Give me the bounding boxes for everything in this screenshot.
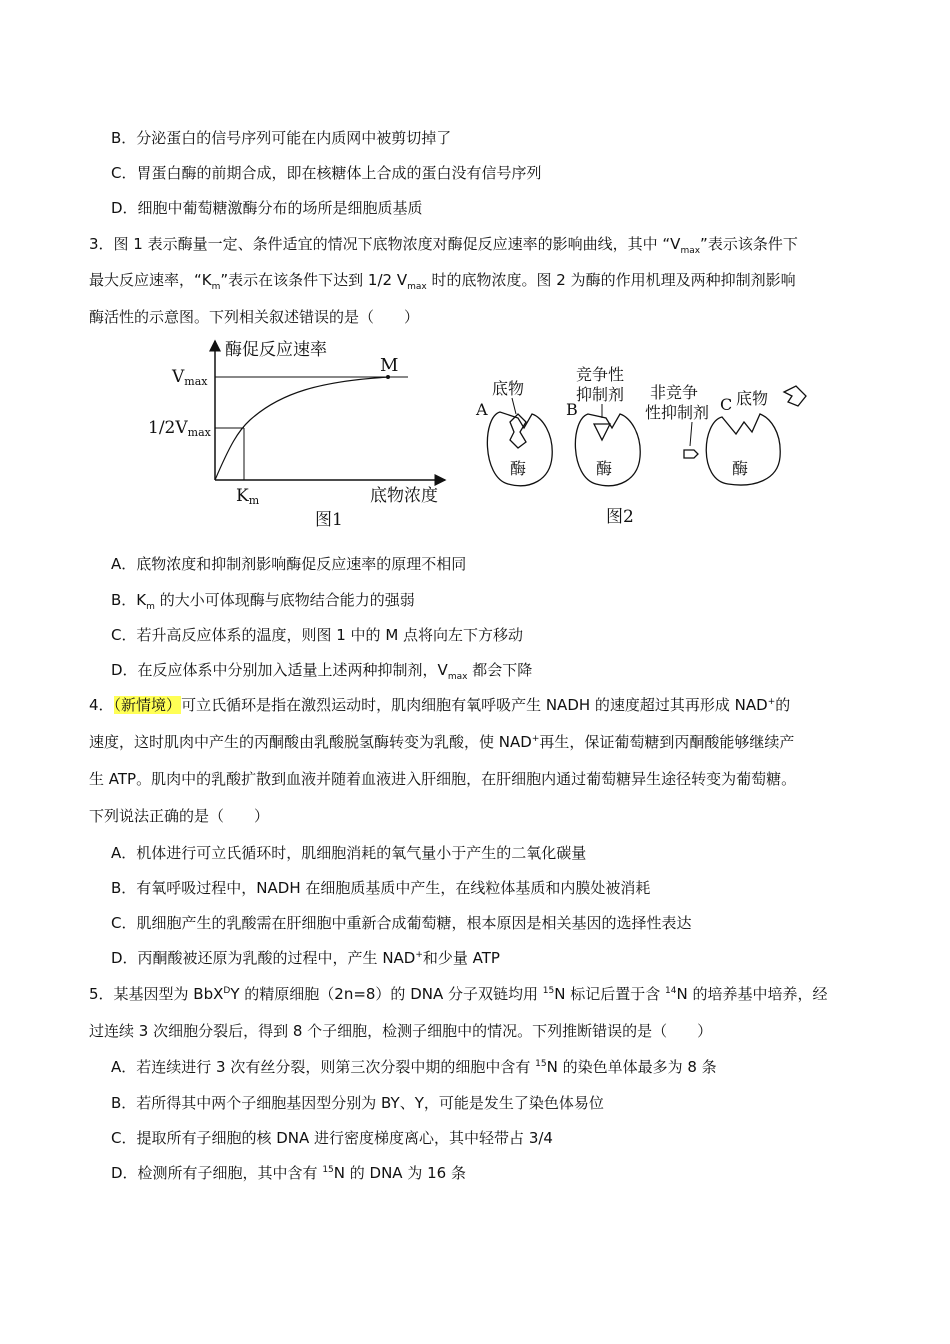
fig1-xlabel: 底物浓度 <box>370 486 438 506</box>
q2-option-c: C．胃蛋白酶的前期合成，即在核糖体上合成的蛋白没有信号序列 <box>111 164 542 182</box>
fig2-substrate-c-shape <box>784 386 806 406</box>
q5-option-b: B．若所得其中两个子细胞基因型分别为 BY、Y，可能是发生了染色体易位 <box>111 1094 604 1112</box>
fig2-noncomp-2: 性抑制剂 <box>645 403 710 422</box>
q3-option-a: A．底物浓度和抑制剂影响酶促反应速率的原理不相同 <box>111 555 467 573</box>
fig2-label-c: C <box>720 395 733 414</box>
figure-1-enzyme-curve <box>148 335 460 535</box>
q4-option-a: A．机体进行可立氏循环时，肌细胞消耗的氧气量小于产生的二氧化碳量 <box>111 844 587 862</box>
q3-stem-line-1: 3．图 1 表示酶量一定、条件适宜的情况下底物浓度对酶促反应速率的影响曲线，其中 “$V_{max}$”表示该条件下 <box>89 235 798 256</box>
q4-stem-line-4: 下列说法正确的是（ ） <box>89 807 270 825</box>
q3-option-d: D．在反应体系中分别加入适量上述两种抑制剂，$V_{max}$ 都会下降 <box>111 661 533 682</box>
fig2-noncompetitive-inhibitor-shape <box>684 450 698 458</box>
q3-stem-line-2: 最大反应速率，“$K_m$”表示在该条件下达到 1/2 $V_{max}$ 时的底物浓度。图 2 为酶的作用机理及两种抑制剂影响 <box>89 271 796 292</box>
q5-option-a: A．若连续进行 3 次有丝分裂，则第三次分裂中期的细胞中含有 $^{15}$N 的染色单体最多为 8 条 <box>111 1058 717 1076</box>
fig1-caption: 图1 <box>315 510 343 530</box>
fig2-substrate-a: 底物 <box>492 379 525 398</box>
fig2-enzyme-label-c: 酶 <box>732 459 749 478</box>
fig1-label-half-vmax: 1/2Vmax <box>148 418 211 439</box>
fig2-label-b: B <box>566 400 578 419</box>
fig1-label-vmax: Vmax <box>172 367 208 388</box>
q4-stem-line-3: 生 ATP。肌肉中的乳酸扩散到血液并随着血液进入肝细胞，在肝细胞内通过葡萄糖异生途径转变为葡萄糖。 <box>89 770 797 788</box>
fig2-enzyme-label-a: 酶 <box>510 459 527 478</box>
q5-stem-line-1: 5．某基因型为 BbX$^D$Y 的精原细胞（2n=8）的 DNA 分子双链均用 $^{15}$N 标记后置于含 $^{14}$N 的培养基中培养，经 <box>89 985 828 1003</box>
fig1-ylabel: 酶促反应速率 <box>225 340 327 360</box>
fig2-substrate-c: 底物 <box>736 389 769 408</box>
fig1-label-km: Km <box>236 486 260 507</box>
q4-option-d: D．丙酮酸被还原为乳酸的过程中，产生 NAD+和少量 ATP <box>111 949 500 967</box>
q2-option-d: D．细胞中葡萄糖激酶分布的场所是细胞质基质 <box>111 199 423 217</box>
q4-option-b: B．有氧呼吸过程中，NADH 在细胞质基质中产生，在线粒体基质和内膜处被消耗 <box>111 879 651 897</box>
fig2-comp-1: 竞争性 <box>576 365 625 384</box>
q5-option-c: C．提取所有子细胞的核 DNA 进行密度梯度离心，其中轻带占 3/4 <box>111 1129 553 1147</box>
q5-stem-line-2: 过连续 3 次细胞分裂后，得到 8 个子细胞，检测子细胞中的情况。下列推断错误的是（ ） <box>89 1022 713 1040</box>
fig2-caption: 图2 <box>606 507 634 527</box>
fig1-label-m: M <box>380 355 399 376</box>
q3-stem-line-3: 酶活性的示意图。下列相关叙述错误的是（ ） <box>89 308 420 326</box>
fig2-comp-2: 抑制剂 <box>576 385 625 404</box>
q2-option-b: B．分泌蛋白的信号序列可能在内质网中被剪切掉了 <box>111 129 452 147</box>
fig2-enzyme-label-b: 酶 <box>596 459 613 478</box>
figure-2-inhibitor-mechanism <box>470 362 820 532</box>
fig2-noncomp-1: 非竞争 <box>650 383 699 402</box>
q4-option-c: C．肌细胞产生的乳酸需在肝细胞中重新合成葡萄糖，根本原因是相关基因的选择性表达 <box>111 914 692 932</box>
fig2-competitive-inhibitor-shape <box>594 424 610 440</box>
q3-option-c: C．若升高反应体系的温度，则图 1 中的 M 点将向左下方移动 <box>111 626 524 644</box>
fig2-label-a: A <box>476 400 488 419</box>
q4-tag-new-context: （新情境） <box>113 696 182 714</box>
q5-option-d: D．检测所有子细胞，其中含有 $^{15}$N 的 DNA 为 16 条 <box>111 1164 466 1182</box>
q3-option-b: B．$K_m$ 的大小可体现酶与底物结合能力的强弱 <box>111 591 415 612</box>
q4-stem-line-1: 4．（新情境）可立氏循环是指在激烈运动时，肌肉细胞有氧呼吸产生 NADH 的速度超过其再形成 NAD+的 <box>89 696 791 714</box>
q4-stem-line-2: 速度，这时肌肉中产生的丙酮酸由乳酸脱氢酶转变为乳酸，使 NAD+再生，保证葡萄糖到丙酮酸能够继续产 <box>89 733 795 751</box>
